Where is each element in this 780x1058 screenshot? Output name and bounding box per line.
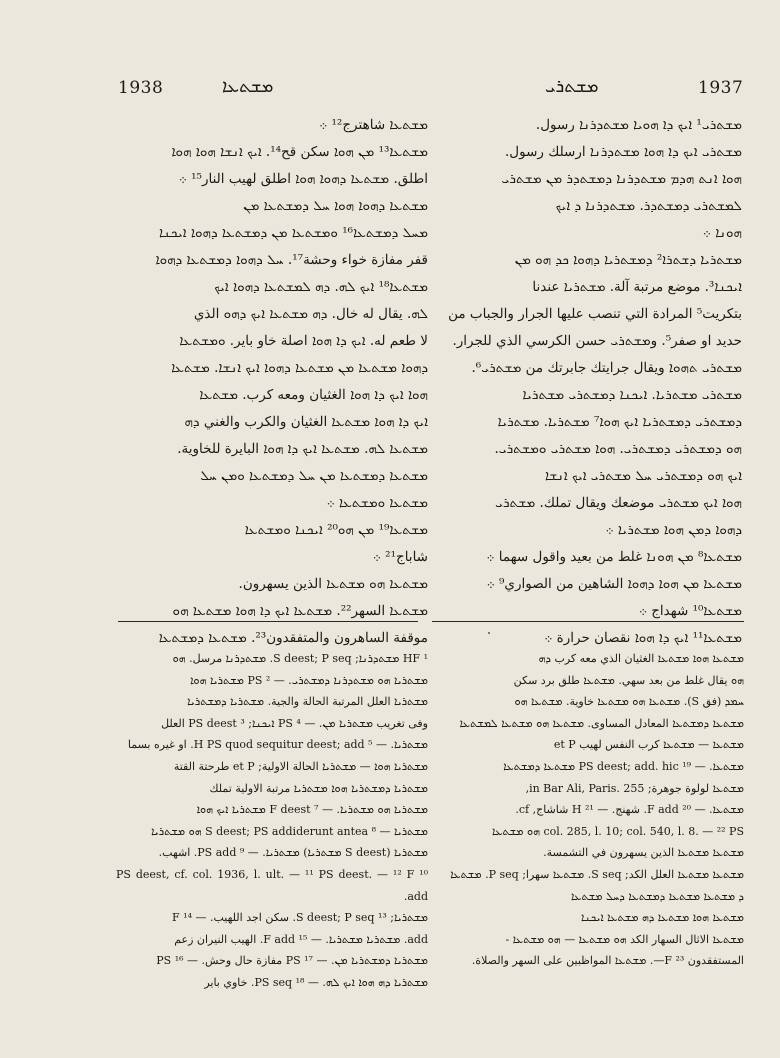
right-column <box>432 112 742 652</box>
footnotes-right <box>432 648 744 972</box>
text-line: موقفة الساهرون والمتفقدون²³. ܡܫܬܥܐ ܕܡܫܬܥܐ <box>158 630 428 646</box>
text-line: لا طعم له. ܐܝܟ ܕܐ ܗܘܐ اصلة خاو باير. ܘܡܫܬܥܐ <box>179 333 428 349</box>
speck <box>488 632 490 634</box>
footnote-line: ܡܫܬܥܐ. — ²⁰ F add. شهنج. — ²¹ H شاشاج, cf. <box>515 803 744 817</box>
footnote-line: ܡܫܬܥܐ. — ¹⁹ PS deest; add. hic ܡܫܬܥܐ ܕܡܫܬܥܐ <box>503 759 744 773</box>
text-line: ܡܫܬܥܐ ܕܡܫܬܥܐ ܡܢ ܚܠ ܕܡܫܬܥܐ ܘܡܢ ܚܠ <box>200 468 428 484</box>
text-line: ܗܘܐ ܐܝܟ ܕܐ ܗܘܐ الغثيان ومعه كرب. ܡܫܬܥܐ <box>199 387 428 403</box>
text-line: ܗܘܐ ܐܝܟ ܡܫܬܪܝ موضعك ويقال تملك. ܡܫܬܪܝ <box>495 495 742 511</box>
footnote-line: ܡܫܬܪܝܐ; ¹³ S deest; P seq. سكن اجد اللهيب. — ¹⁴ F <box>172 911 428 925</box>
footnote-line: ܡܫܬܥܐ ܕܡܫܬܥܐ المعادل المساوى. ܡܫܬܥܐ ܗܘ ܡܫܬܥܐ ܠܡܫܬܥܐ <box>459 716 744 730</box>
text-line: ܡܫܬܥܐ⁸ ܡܢ ܗܘܢܐ غلط من بعيد واقول سهما ܀ <box>486 549 742 565</box>
left-column <box>118 112 428 652</box>
text-line: ܗܘܢܐ ܀ <box>702 225 742 241</box>
footnotes-left <box>116 648 428 994</box>
text-line: ܡܫܬܪܝܐ ܕܫܬܪܐ² ܕܡܫܬܪܝܐ ܕܗܘܐ ܟܕ ܗܘ ܡܢ <box>514 252 742 268</box>
page-number-left: 1938 <box>118 78 164 98</box>
text-line: ܡܫܬܥܐ السهر²². ܡܫܬܥܐ ܐܝܟ ܕܐ ܗܘܐ ܡܫܬܥܐ ܗܘ <box>172 603 428 619</box>
text-line: اطلق. ܡܫܬܥܐ ܕܗܘܐ ܗܘܐ اطلق لهيب النار¹⁵ ܀ <box>178 171 428 187</box>
footnote-line: ܗܘ يقال غلط من بعد سهي. ܡܫܬܥܐ طلق برد سكن <box>513 673 744 687</box>
running-title-right: ܡܫܬܪܝ <box>545 76 599 97</box>
footnote-line: ¹ HF ܡܫܬܕܪܢܐ; S deest; P seq. ܡܫܬܕܪܢܐ مرسل. ܗܘ <box>172 652 428 665</box>
text-line: ܡܫܬܥܐ¹¹ ܐܝܟ ܕܐ ܗܘܐ نقصان حرارة ܀ <box>544 630 742 646</box>
footnote-line: ܡܫܬܪܝܐ ܗܘ ܡܫܬܪܝܐ. — ⁷ F deest ܡܫܬܪܝܐ ܐܝܟ ܗܘܐ <box>196 803 428 817</box>
footnote-line: ܡܫܬܥܐ — ܡܫܬܥܐ كرب النفس لهيب et P <box>553 738 744 752</box>
footnote-line: ¹⁰ PS deest, cf. col. 1936, l. ult. — ¹¹ PS deest. — ¹² F add. <box>116 867 428 903</box>
footnote-line: ܡܫܬܪܝܐ ܕܡܫܬܪܝܐ ܡܢ. — ¹⁷ PS مفازة حال وحش. — ¹⁶ PS <box>156 954 428 968</box>
footnote-line: المستفقدون ²³ F—. ܡܫܬܥܐ المواظبين على السهر والصلاة. <box>471 954 744 968</box>
footnote-line: add. ܡܫܬܪܝܐ ܡܫܬܪܝܐ. — ¹⁵ F add. الهيب النيران زعم <box>174 932 428 946</box>
text-line: ܕܗܘܐ ܕܡܢ ܗܘܐ ܡܫܬܪܝܐ ܀ <box>605 522 742 538</box>
footnote-line: ܡܫܬܪܝܐ — ⁸ S deest; PS addiderunt antea ܗܘ ܡܫܬܪܝܐ <box>151 824 428 838</box>
footnote-line: ܡܫܬܥܐ ܗܘܐ ܡܫܬܥܐ الغثيان الذي معه كرب ܕܗ <box>538 652 744 665</box>
text-line: ܡܫܬܥܐ¹³ ܡܢ ܗܘܐ سكن قح¹⁴. ܐܝܟ ܐܢܫܐ ܗܘܐ ܗܘܐ <box>171 144 428 160</box>
text-line: ܡܫܬܥܐ ܡܢ ܗܘܐ ܕܗܘܐ الشاهين من الصواري⁹ ܀ <box>486 576 742 592</box>
text-line: ܡܫܬܥܐ ܗܘ ܡܫܬܥܐ الذين يسهرون. <box>238 576 428 592</box>
text-line: ܡܫܬܥܐ¹⁹ ܡܢ ܗܘ²⁰ ܐܝܟܢܐ ܘܡܫܬܥܐ <box>244 522 428 538</box>
text-line: ܗܘ ܕܡܫܬܪܝ ܕܡܫܬܪܝ. ܗܘܐ ܡܫܬܪܝ ܘܡܫܬܪܝ. <box>494 441 742 457</box>
footnote-line: ܡܫܬܥܐ ܡܫܬܥܐ الذين يسهرون في التشمسة. <box>543 846 744 860</box>
text-line: ܡܫܬܪܝ ܐܝܟ ܕܐ ܗܘܐ ܡܫܬܕܪܢܐ ارسلك رسول. <box>505 144 742 160</box>
footnote-line: ܡܫܬܪܝܐ (S deest ܡܫܬܪܝܐ) ܡܫܬܪܝܐ. — ⁹ PS add. اشهب. <box>158 846 428 860</box>
footnote-line: ܡܫܬܥܐ الاثال السهار الكد ܗܘ ܡܫܬܥܐ — ܗܘ ܡܫܬܥܐ - <box>505 932 744 946</box>
page-number-right: 1937 <box>698 78 744 98</box>
text-line: ܡܫܬܥܐ شاهترج¹² ܀ <box>319 117 428 133</box>
text-line: ܡܫܬܥܐ ܠܗ. ܡܫܬܥܐ ܐܝܟ ܕܐ ܗܘܐ البايرة للخاوية. <box>177 441 428 457</box>
footnote-rule-left <box>118 621 418 622</box>
text-line: ܡܫܬܥܐ ܘܡܫܬܥܐ ܀ <box>326 495 428 511</box>
text-line: ܡܫܬܪܝ¹ ܐܝܟ ܕܐ ܗܘܝܐ ܡܫܬܕܪܢܐ رسول. <box>535 117 742 133</box>
text-line: بتكريت⁵ المرادة التي تنصب عليها الجرار والجباب من <box>448 306 742 322</box>
footnote-line: ܡܫܬܪܝܐ ܕܗ ܗܘܐ ܐܝܟ ܠܗ. — ¹⁸ PS seq. خاوي باير <box>204 975 428 989</box>
text-line: ܡܫܬܥܐ¹⁸ ܐܝܟ ܠܗ. ܕܗ ܠܡܫܬܥܐ ܕܗܘܐ ܐܝܟ <box>214 279 428 295</box>
footnote-line: ܡܫܬܥܐ ܡܫܬܥܐ العلل الكد; S seq. ܡܫܬܥܐ سهرا; P seq. ܡܫܬܥܐ <box>450 867 744 881</box>
text-line: ܡܫܬܥܐ¹⁰ شهداج ܀ <box>638 603 742 619</box>
footnote-line: وفى تغريب ܡܫܬܪܝܐ ܡܢ. — ⁴ PS ܐܝܟܢܐ; ³ PS deest العلل <box>161 716 428 730</box>
footnote-line: ܡܫܬܪܝܐ. — ⁵ H PS quod sequitur deest; add. او غيره بسما <box>127 738 428 752</box>
footnote-line: ܡܫܬܪܝܐ العلل المرتبة الحالة والجية. ܡܫܬܪܝܐ ܕܡܫܬܪܝܐ <box>187 695 428 709</box>
footnote-line: ܕ ܡܫܬܥܐ ܡܫܬܥܐ ܕܡܫܬܥܐ ܕܚܠ ܡܫܬܥܐ <box>570 889 744 903</box>
footnote-line: col. 285, l. 10; col. 540, l. 8. — ²² PS ܗܘ ܡܫܬܥܐ <box>492 824 744 838</box>
text-line: ܡܫܬܪܝ ܬܗܘܐ ويقال جرايتك جابرتك من ܡܫܬܪܝ⁶. <box>471 360 742 376</box>
footnote-line: ܡܫܬܪܝܐ ܗܘ ܡܫܬܕܪܢܐ ܕܡܫܬܪܝ. — ² PS ܡܫܬܪܝܐ ܗܘܐ <box>190 673 428 687</box>
text-line: ܡܫܬܪܝ ܡܫܬܪܝܐ. ܐܝܟܢܐ ܕܡܫܬܪܝ ܡܫܬܪܝܐ <box>522 387 742 403</box>
text-line: ܐܝܟ ܕܐ ܗܘܐ ܡܫܬܥܐ الغثيان والكرب والغني ܕܗ <box>184 414 428 430</box>
text-line: ܗܘܐ ܐܢܬ ܗܕܡ ܡܫܬܕܪܢܐ ܕܡܫܬܕܪ ܡܢ ܡܫܬܪܝ <box>501 171 742 187</box>
text-line: ܐܝܟ ܗܘ ܕܡܫܬܪܝ ܚܠ ܡܫܬܪܝ ܐܝܟ ܐܢܫܐ <box>545 468 742 484</box>
footnote-line: ܡܫܬܪܝܐ ܗܘܐ — ܡܫܬܪܝܐ الحالة الاولية; et P طرحتة القتة <box>173 759 428 773</box>
footnote-line: ܚܡܕ (فق S). ܡܫܬܥܐ ܗܘ ܡܫܬܥܐ خاوية. ܡܫܬܥܐ ܗܘ <box>514 695 744 709</box>
footnote-line: ܡܫܬܪܝܐ ܕܡܫܬܪܝܐ ܗܘܐ ܡܫܬܪܝܐ مرتبة الاولية تملك <box>209 781 428 795</box>
text-line: ܕܗܘܐ ܡܫܬܥܐ ܡܢ ܡܫܬܥܐ ܕܗܘܐ ܐܝܟ ܐܢܫܐ. ܡܫܬܥܐ <box>171 360 428 376</box>
running-title-left: ܡܫܬܥܐ <box>222 76 274 97</box>
text-line: ܠܡܫܬܪܝ ܕܡܫܬܕܪ. ܡܫܬܕܪܢܐ ܕ ܐܝܟ <box>555 198 742 214</box>
footnote-line: ܡܫܬܥܐ لولوة جوهرة; in Bar Ali, Paris. 255, <box>525 781 744 795</box>
footnote-line: ܡܫܬܥܐ ܗܘܐ ܡܫܬܥܐ ܕܗ ܡܫܬܥܐ ܐܝܟܢܐ <box>581 911 744 925</box>
text-line: حديد او صفر⁵. وܡܫܬܪܝ حسن الكرسي الذي للجرار. <box>452 333 742 349</box>
text-line: شاباج²¹ ܀ <box>372 549 428 565</box>
text-line: ܕܡܫܬܪܝ ܕܡܫܬܪܝܐ ܐܝܟ ܗܘܐ⁷ ܡܫܬܪܝܐ. ܡܫܬܪܝܐ <box>497 414 742 430</box>
text-line: ܡܫܬܥܐ ܕܗܘܐ ܗܘܐ ܚܠ ܕܡܫܬܥܐ ܡܢ <box>243 198 428 214</box>
text-line: ܡܚܠ ܕܡܫܬܥܐ¹⁶ ܘܡܫܬܥܐ ܡܢ ܕܡܫܬܥܐ ܕܗܘܐ ܐܝܟܢܐ <box>158 225 428 241</box>
text-line: ܠܗ. يقال له خال. ܕܗ ܡܫܬܥܐ ܐܝܟ ܕܗܘ الذي <box>193 306 428 322</box>
text-line: قفر مفازة خواء وحشة¹⁷. ܚܠ ܕܗܘܐ ܕܡܫܬܥܐ ܕܗܘܐ <box>155 252 428 268</box>
footnote-rule-right <box>432 621 744 622</box>
text-line: ܐܝܟܢܐ³. موضع مرتبة آلة. ܡܫܬܪܝܐ عندنا <box>532 279 742 295</box>
